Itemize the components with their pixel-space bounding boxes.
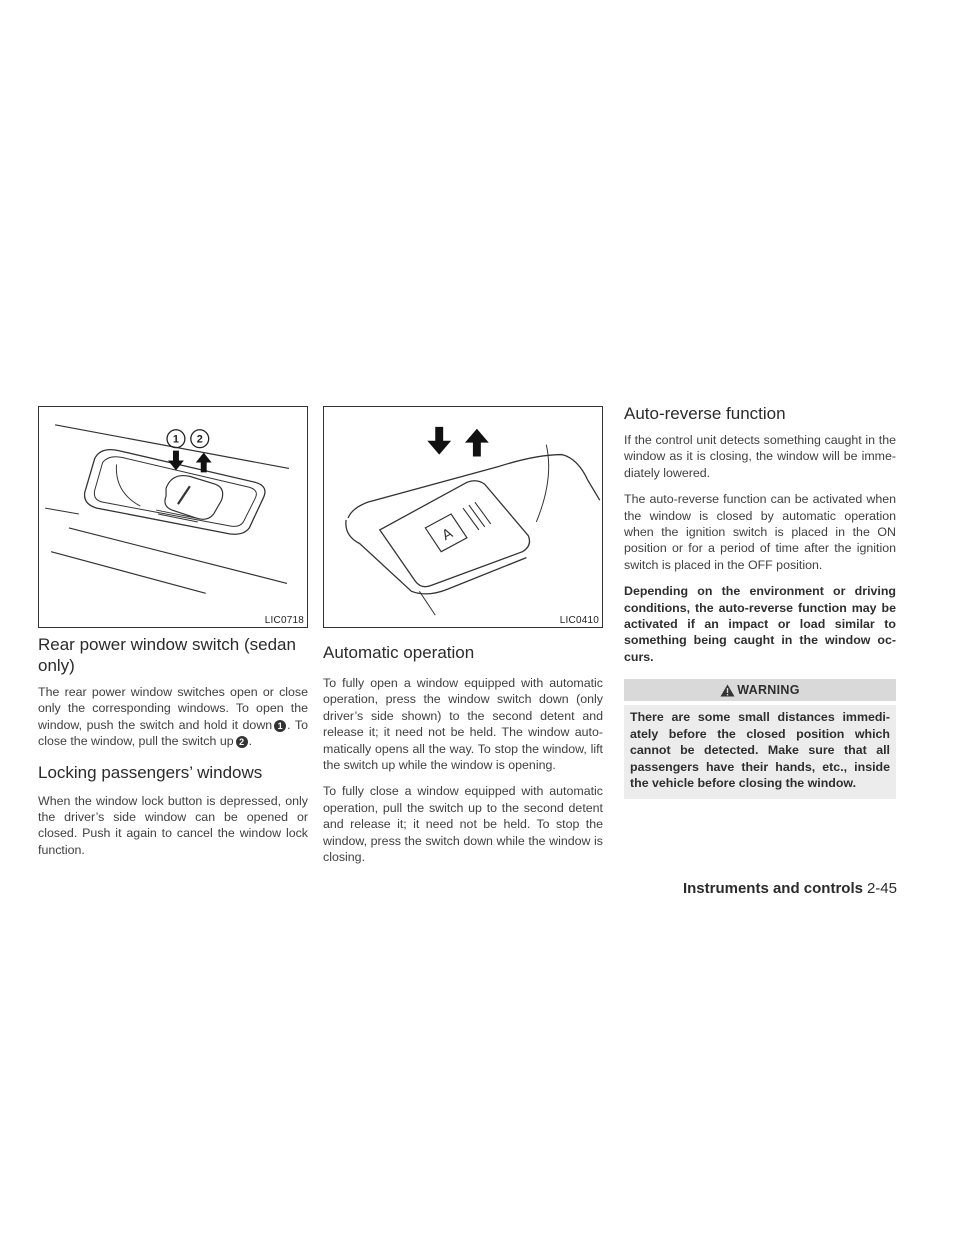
heading-rear-power-window: Rear power window switch (sedan only) <box>38 635 296 675</box>
paragraph-auto-reverse-caution: Depending on the environment or driving conditions, the auto-reverse function may be activated if an impact or load similar to something being caught in the window oc-curs. <box>624 584 896 664</box>
paragraph-auto-reverse-intro: If the control unit detects something caught in the window as it is closing, the window will be imme-diately lowered. <box>624 433 896 480</box>
arrow-up-icon <box>465 429 489 457</box>
warning-triangle-icon <box>720 684 735 697</box>
heading-auto-reverse: Auto-reverse function <box>624 404 786 423</box>
warning-header <box>624 679 896 701</box>
fig-label-2: 2 <box>196 433 203 446</box>
warning-title: WARNING <box>737 683 800 698</box>
paragraph-locking-windows: When the window lock button is depressed, only the driver’s side window can be opened or closed. Push it again to cancel the window lock function. <box>38 793 308 857</box>
page-footer <box>683 880 897 897</box>
column-right <box>624 406 896 799</box>
figure-automatic-switch <box>323 406 603 628</box>
svg-text:A: A <box>439 525 456 544</box>
column-left <box>38 406 308 858</box>
paragraph-auto-reverse-activation: The auto-reverse function can be activated when the window is closed by automatic operation when the ignition switch is placed in the ON position or for a period of time after the ignition switch is placed in the OFF position. <box>624 492 896 572</box>
text-segment: The rear power window switches open or close only the corresponding windows. To open the window, push the switch and hold it down <box>38 685 308 732</box>
heading-automatic-operation: Automatic operation <box>323 643 475 662</box>
figure-code: LIC0718 <box>264 615 304 626</box>
fig-label-1: 1 <box>172 433 180 446</box>
column-middle <box>323 406 603 865</box>
paragraph-automatic-open: To fully open a window equipped with automatic operation, press the window switch down (only driver’s side shown) to the second detent and release it; it need not be held. The window auto-matically opens all the way. To stop the window, lift the switch up while the window is opening. <box>323 676 603 773</box>
heading-locking-windows: Locking passengers’ windows <box>38 762 263 782</box>
marker-2: 2 <box>236 736 248 748</box>
arrow-down-icon <box>427 427 451 455</box>
warning-text: There are some small distances immedi-ately before the closed position which cannot be detected. Make sure that all passengers have their hands, etc., inside the vehicle before closing the window. <box>630 710 890 790</box>
footer-section-title: Instruments and controls <box>682 880 863 897</box>
automatic-switch-illustration <box>324 407 602 627</box>
marker-1: 1 <box>274 720 286 732</box>
rear-window-switch-illustration <box>39 407 307 627</box>
paragraph-automatic-close: To fully close a window equipped with automatic operation, pull the switch up to the second detent and release it; it need not be held. To stop the window, press the switch down while the window is closing. <box>323 784 603 865</box>
figure-code: LIC0410 <box>559 615 599 626</box>
warning-body <box>624 705 896 799</box>
arrow-down-icon <box>168 451 184 471</box>
text-segment: . To close the window, pull the switch up <box>38 717 308 749</box>
figure-rear-window-switch <box>38 406 308 628</box>
text-segment: . <box>248 734 253 749</box>
page-number: 2-45 <box>866 880 897 897</box>
paragraph-rear-power-window <box>38 684 308 750</box>
